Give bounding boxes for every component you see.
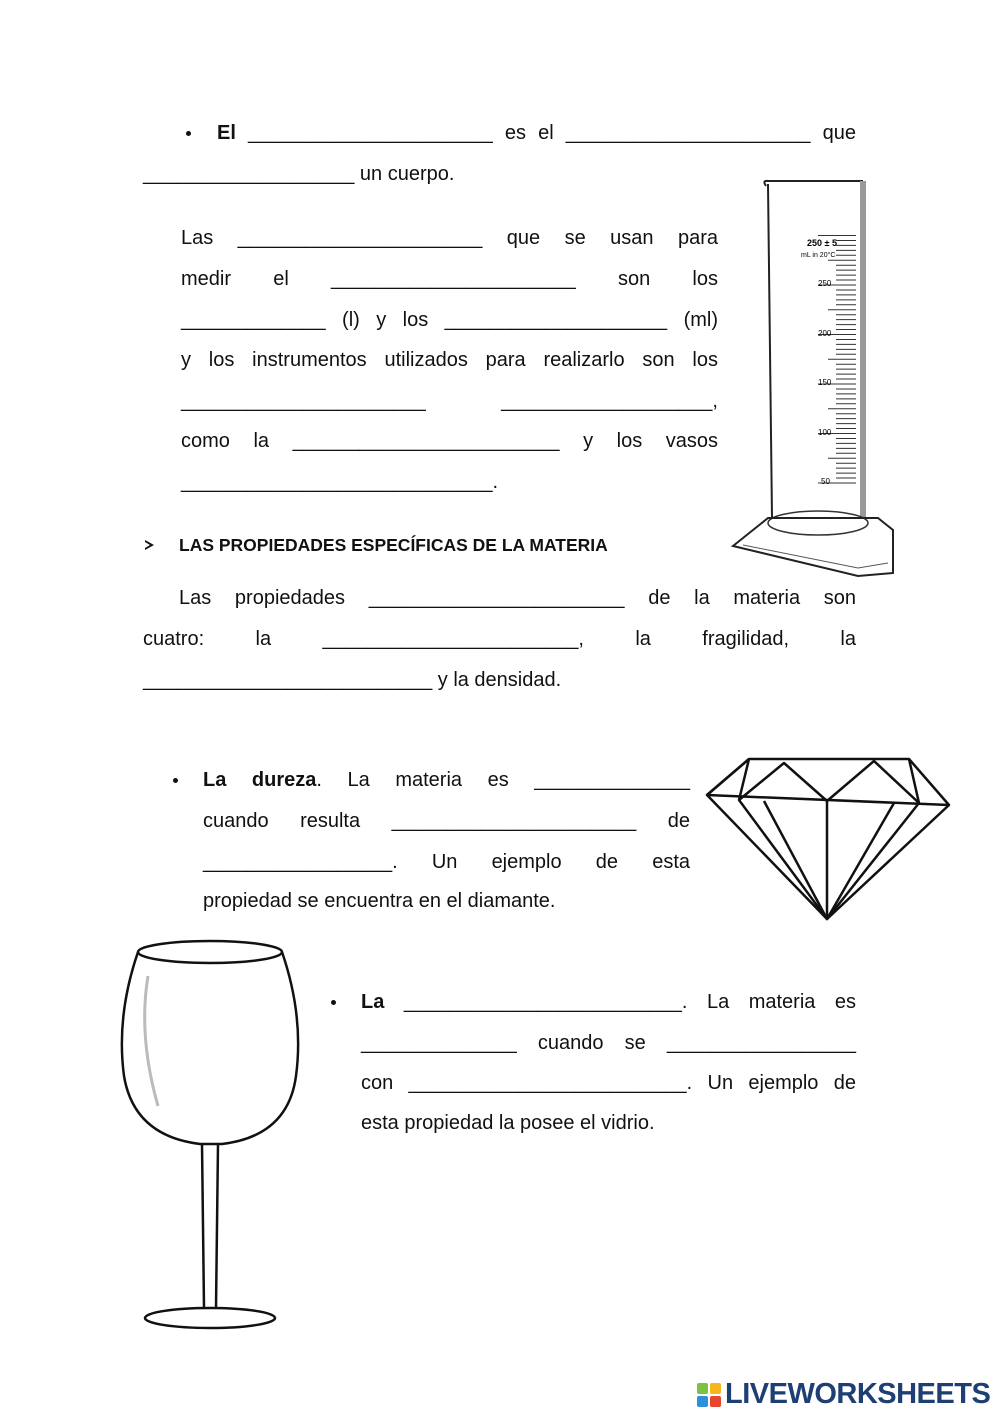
line-text: ______________________ es el ______________________ que: [248, 122, 856, 144]
tick-label: 50: [821, 477, 830, 486]
fragilidad-line-1: [361, 990, 856, 1014]
logo-text: LIVEWORKSHEETS: [725, 1378, 991, 1410]
paragraph-line: Las propiedades _______________________ de la materia son: [179, 587, 856, 609]
paragraph-line: esta propiedad la posee el vidrio.: [361, 1112, 655, 1134]
paragraph-line: propiedad se encuentra en el diamante.: [203, 890, 556, 912]
line-text: . La materia es ______________: [316, 769, 690, 791]
paragraph-line: medir el ______________________ son los: [181, 268, 718, 290]
bullet-icon: [173, 778, 178, 783]
paragraph-line: ______________ cuando se _________________: [361, 1032, 856, 1054]
bold-term: La dureza: [203, 769, 317, 791]
cylinder-unit: mL in 20°C: [801, 252, 836, 259]
definition-line-2: ___________________ un cuerpo.: [143, 163, 455, 185]
paragraph-line: ____________________________.: [181, 471, 499, 493]
wine-glass-image: [118, 936, 304, 1334]
paragraph-line: __________________________ y la densidad.: [143, 669, 562, 691]
section-heading: LAS PROPIEDADES ESPECÍFICAS DE LA MATERIA: [179, 535, 608, 555]
paragraph-line: como la ________________________ y los vasos: [181, 430, 718, 452]
tick-label: 150: [818, 378, 832, 387]
paragraph-line: ______________________ ___________________,: [181, 390, 718, 412]
tick-label: 250: [818, 279, 832, 288]
paragraph-line: y los instrumentos utilizados para realizarlo son los: [181, 349, 718, 371]
diamond-image: [704, 755, 952, 923]
bullet-icon: [186, 131, 191, 136]
cylinder-label: 250 ± 5: [807, 238, 837, 248]
bold-term: La: [361, 991, 385, 1013]
graduated-cylinder-image: [728, 178, 898, 580]
bold-term: El: [217, 122, 236, 144]
liveworksheets-logo: [697, 1378, 990, 1411]
definition-line-1: [217, 121, 856, 145]
paragraph-line: _________________. Un ejemplo de esta: [203, 851, 690, 873]
bullet-icon: [331, 1000, 336, 1005]
logo-cubes-icon: [697, 1383, 721, 1407]
paragraph-line: _____________ (l) y los ____________________ (ml): [181, 309, 718, 331]
tick-label: 200: [818, 329, 832, 338]
paragraph-line: con _________________________. Un ejemplo de: [361, 1072, 856, 1094]
dureza-line-1: [203, 768, 690, 792]
paragraph-line: Las ______________________ que se usan para: [181, 227, 718, 249]
arrow-bullet-icon: [145, 540, 154, 550]
line-text: _________________________. La materia es: [384, 991, 856, 1013]
paragraph-line: cuando resulta ______________________ de: [203, 810, 690, 832]
paragraph-line: cuatro: la _______________________, la fragilidad, la: [143, 628, 856, 650]
tick-label: 100: [818, 428, 832, 437]
